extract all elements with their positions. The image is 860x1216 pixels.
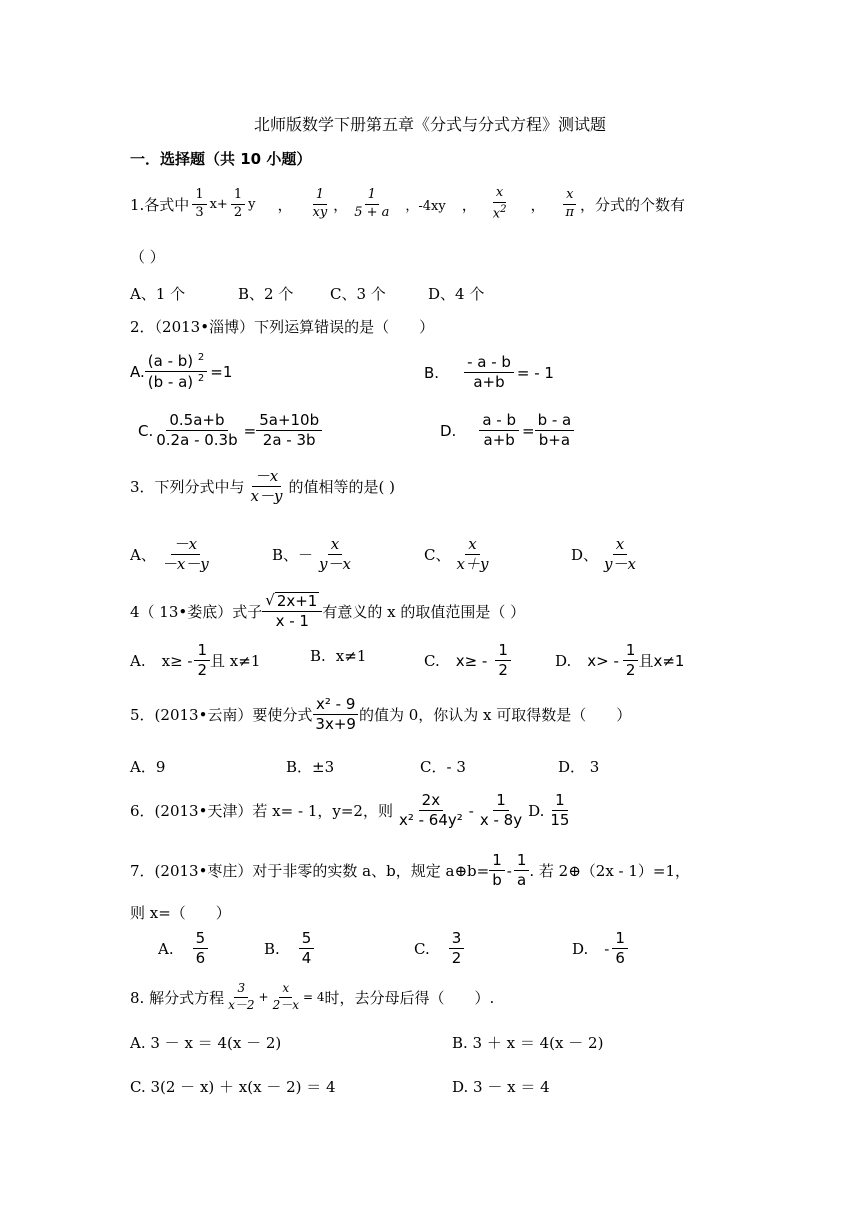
q5-option-b[interactable]: B．±3 — [286, 758, 335, 776]
q5-option-d[interactable]: D． 3 — [558, 758, 600, 776]
q1-option-d[interactable]: D、4 个 — [428, 285, 485, 303]
page-title: 北师版数学下册第五章《分式与分式方程》测试题 — [253, 115, 606, 134]
q7-option-b[interactable]: B. $\frac{5}{4}$ — [264, 930, 317, 968]
question-2: 2．（2013•淄博）下列运算错误的是（ ） — [130, 318, 435, 336]
q3-option-d[interactable]: D、 $\frac{x}{y-x}$ — [571, 535, 636, 574]
question-1: 1.各式中 $\frac{1}{3}$ x+ $\frac{1}{2}$ y ， $\frac{1}{xy}$ ， $\frac{1}{5 + a}$ ，-4xy ， $\frac{x}{x^2}$ ， $\frac{x}{\pi}$ ，分式的个数有 — [130, 185, 686, 222]
q1-frac-1: $\frac{1}{3}$ — [192, 188, 206, 221]
q8-option-a[interactable]: A. 3 － x ＝ 4(x － 2) — [130, 1034, 282, 1052]
q2-option-b[interactable]: B. $\frac{- a - b}{a+b}$ = - 1 — [424, 353, 554, 392]
q1-frac-6: $\frac{x}{\pi}$ — [562, 188, 577, 221]
q1-option-b[interactable]: B、2 个 — [238, 285, 294, 303]
question-5: 5．(2013•云南）要使分式 $\frac{\text{x² - 9}}{3x+9}$ 的值为 0，你认为 x 可取得数是（ ） — [130, 695, 632, 734]
q4-option-a[interactable]: A. x≥ - $\frac{1}{2}$ 且 x≠1 — [130, 641, 261, 680]
section-heading: 一．选择题（共 10 小题） — [130, 150, 312, 168]
q7-option-d[interactable]: D. - $\frac{1}{6}$ — [572, 930, 631, 968]
q1-frac-5: $\frac{x}{x^2}$ — [492, 185, 507, 222]
q1-option-c[interactable]: C、3 个 — [330, 285, 386, 303]
q3-option-a[interactable]: A、 $\frac{-x}{-x-y}$ — [130, 535, 209, 574]
q1-frac-2: $\frac{1}{xy}$ — [312, 186, 328, 220]
q5-option-a[interactable]: A．9 — [130, 758, 166, 776]
question-3: 3．下列分式中与 $\frac{-x}{x-y}$ 的值相等的是( ) — [130, 467, 395, 506]
q1-paren: （ ） — [130, 248, 165, 266]
q2-option-a[interactable]: A. $\frac{(a - b) ^2}{(b - a) ^2}$ =1 — [130, 352, 233, 392]
q7-option-c[interactable]: C. $\frac{3}{2}$ — [414, 930, 467, 968]
q1-frac-3: $\frac{1}{5 + a}$ — [354, 186, 390, 220]
q3-option-c[interactable]: C、 $\frac{x}{x+y}$ — [424, 535, 489, 574]
q7-line2: 则 x=（ ） — [130, 904, 231, 922]
q4-option-b[interactable]: B. x≠1 — [310, 647, 367, 665]
question-4: 4（ 13•娄底）式子 √ 2x+1 x - 1 有意义的 x 的取值范围是（ ） — [130, 591, 526, 631]
question-7: 7．(2013•枣庄）对于非零的实数 a、b，规定 a⊕b= $\frac{1}{b}$ - $\frac{1}{a}$ . 若 2⊕（2x - 1）=1， — [130, 851, 691, 890]
q5-option-c[interactable]: C．- 3 — [420, 758, 466, 776]
q2-option-d[interactable]: D. $\frac{a - b}{a+b}$ = $\frac{b - a}{b+a}$ — [440, 412, 577, 450]
q4-option-d[interactable]: D. x> - $\frac{1}{2}$ 且x≠1 — [555, 641, 685, 680]
q2-option-c[interactable]: C. $\frac{0.5a+b}{0.2a - 0.3b}$ = $\frac{5a+10b}{2a - 3b}$ — [138, 412, 325, 450]
q4-option-c[interactable]: C. x≥ - $\frac{1}{2}$ — [424, 642, 514, 680]
q1-option-a[interactable]: A、1 个 — [130, 285, 186, 303]
q8-option-c[interactable]: C. 3(2 － x) ＋ x(x － 2) ＝ 4 — [130, 1078, 336, 1096]
q3-option-b[interactable]: B、－ $\frac{x}{y-x}$ — [272, 535, 351, 574]
q1-frac-1b: $\frac{1}{2}$ — [231, 188, 245, 221]
q7-option-a[interactable]: A. $\frac{5}{6}$ — [158, 930, 211, 968]
q8-option-d[interactable]: D. 3 － x ＝ 4 — [452, 1078, 550, 1096]
question-8: 8. 解分式方程 $\frac{3}{x-2}$ + $\frac{x}{2-x}$ = 4 时，去分母后得（ ）. — [130, 981, 495, 1012]
q8-option-b[interactable]: B. 3 ＋ x ＝ 4(x － 2) — [452, 1034, 604, 1052]
question-6: 6．(2013•天津）若 x= - 1，y=2，则 $\frac{2x}{\text{x² - 64y²}}$ - $\frac{1}{x - 8y}$ D. $\frac{1}{15}$ — [130, 791, 570, 830]
